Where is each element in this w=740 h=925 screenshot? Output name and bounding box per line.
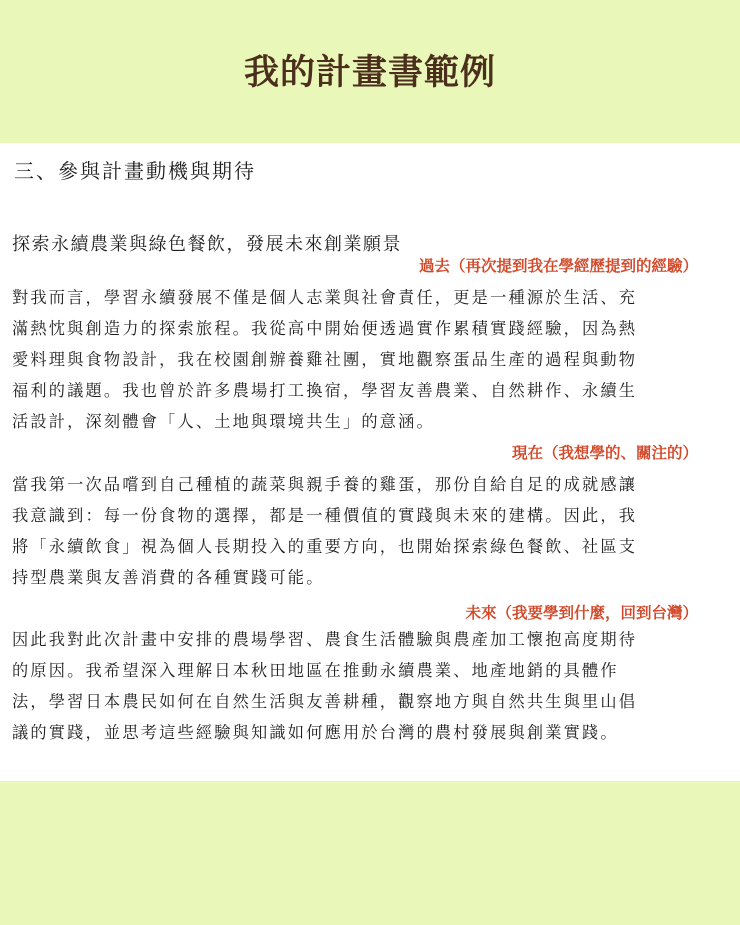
header-banner <box>0 0 740 143</box>
paragraph-line: 持型農業與友善消費的各種實踐可能。 <box>12 568 325 587</box>
annotation-past: 過去（再次提到我在學經歷提到的經驗） <box>418 257 698 275</box>
sub-heading: 探索永續農業與綠色餐飲，發展未來創業願景 <box>12 234 402 255</box>
paragraph-line: 我意識到：每一份食物的選擇，都是一種價值的實踐與未來的建構。因此，我 <box>12 506 638 525</box>
paragraph-line: 福利的議題。我也曾於許多農場打工換宿，學習友善農業、自然耕作、永續生 <box>12 381 638 400</box>
annotation-present: 現在（我想學的、關注的） <box>511 444 698 462</box>
paragraph-line: 愛料理與食物設計，我在校園創辦養雞社團，實地觀察蛋品生產的過程與動物 <box>12 350 638 369</box>
paragraph-line: 法，學習日本農民如何在自然生活與友善耕種，觀察地方與自然共生與里山倡 <box>12 692 638 711</box>
paragraph-past <box>12 282 712 437</box>
document-excerpt <box>0 143 740 781</box>
paragraph-present <box>12 469 712 593</box>
paragraph-line: 的原因。我希望深入理解日本秋田地區在推動永續農業、地產地銷的具體作 <box>12 661 619 680</box>
paragraph-line: 滿熱忱與創造力的探索旅程。我從高中開始便透過實作累積實踐經驗，因為熱 <box>12 319 638 338</box>
paragraph-line: 因此我對此次計畫中安排的農場學習、農食生活體驗與農產加工懷抱高度期待 <box>12 630 638 649</box>
paragraph-line: 議的實踐，並思考這些經驗與知識如何應用於台灣的農村發展與創業實踐。 <box>12 723 619 742</box>
section-heading: 三、參與計畫動機與期待 <box>14 159 256 183</box>
paragraph-line: 對我而言，學習永續發展不僅是個人志業與社會責任，更是一種源於生活、充 <box>12 288 638 307</box>
paragraph-future <box>12 624 712 748</box>
paragraph-line: 活設計，深刻體會「人、土地與環境共生」的意涵。 <box>12 412 435 431</box>
paragraph-line: 當我第一次品嚐到自己種植的蔬菜與親手養的雞蛋，那份自給自足的成就感讓 <box>12 475 638 494</box>
paragraph-line: 將「永續飲食」視為個人長期投入的重要方向，也開始探索綠色餐飲、社區支 <box>12 537 638 556</box>
annotation-future: 未來（我要學到什麼，回到台灣） <box>465 604 698 622</box>
page-title: 我的計畫書範例 <box>243 52 496 93</box>
